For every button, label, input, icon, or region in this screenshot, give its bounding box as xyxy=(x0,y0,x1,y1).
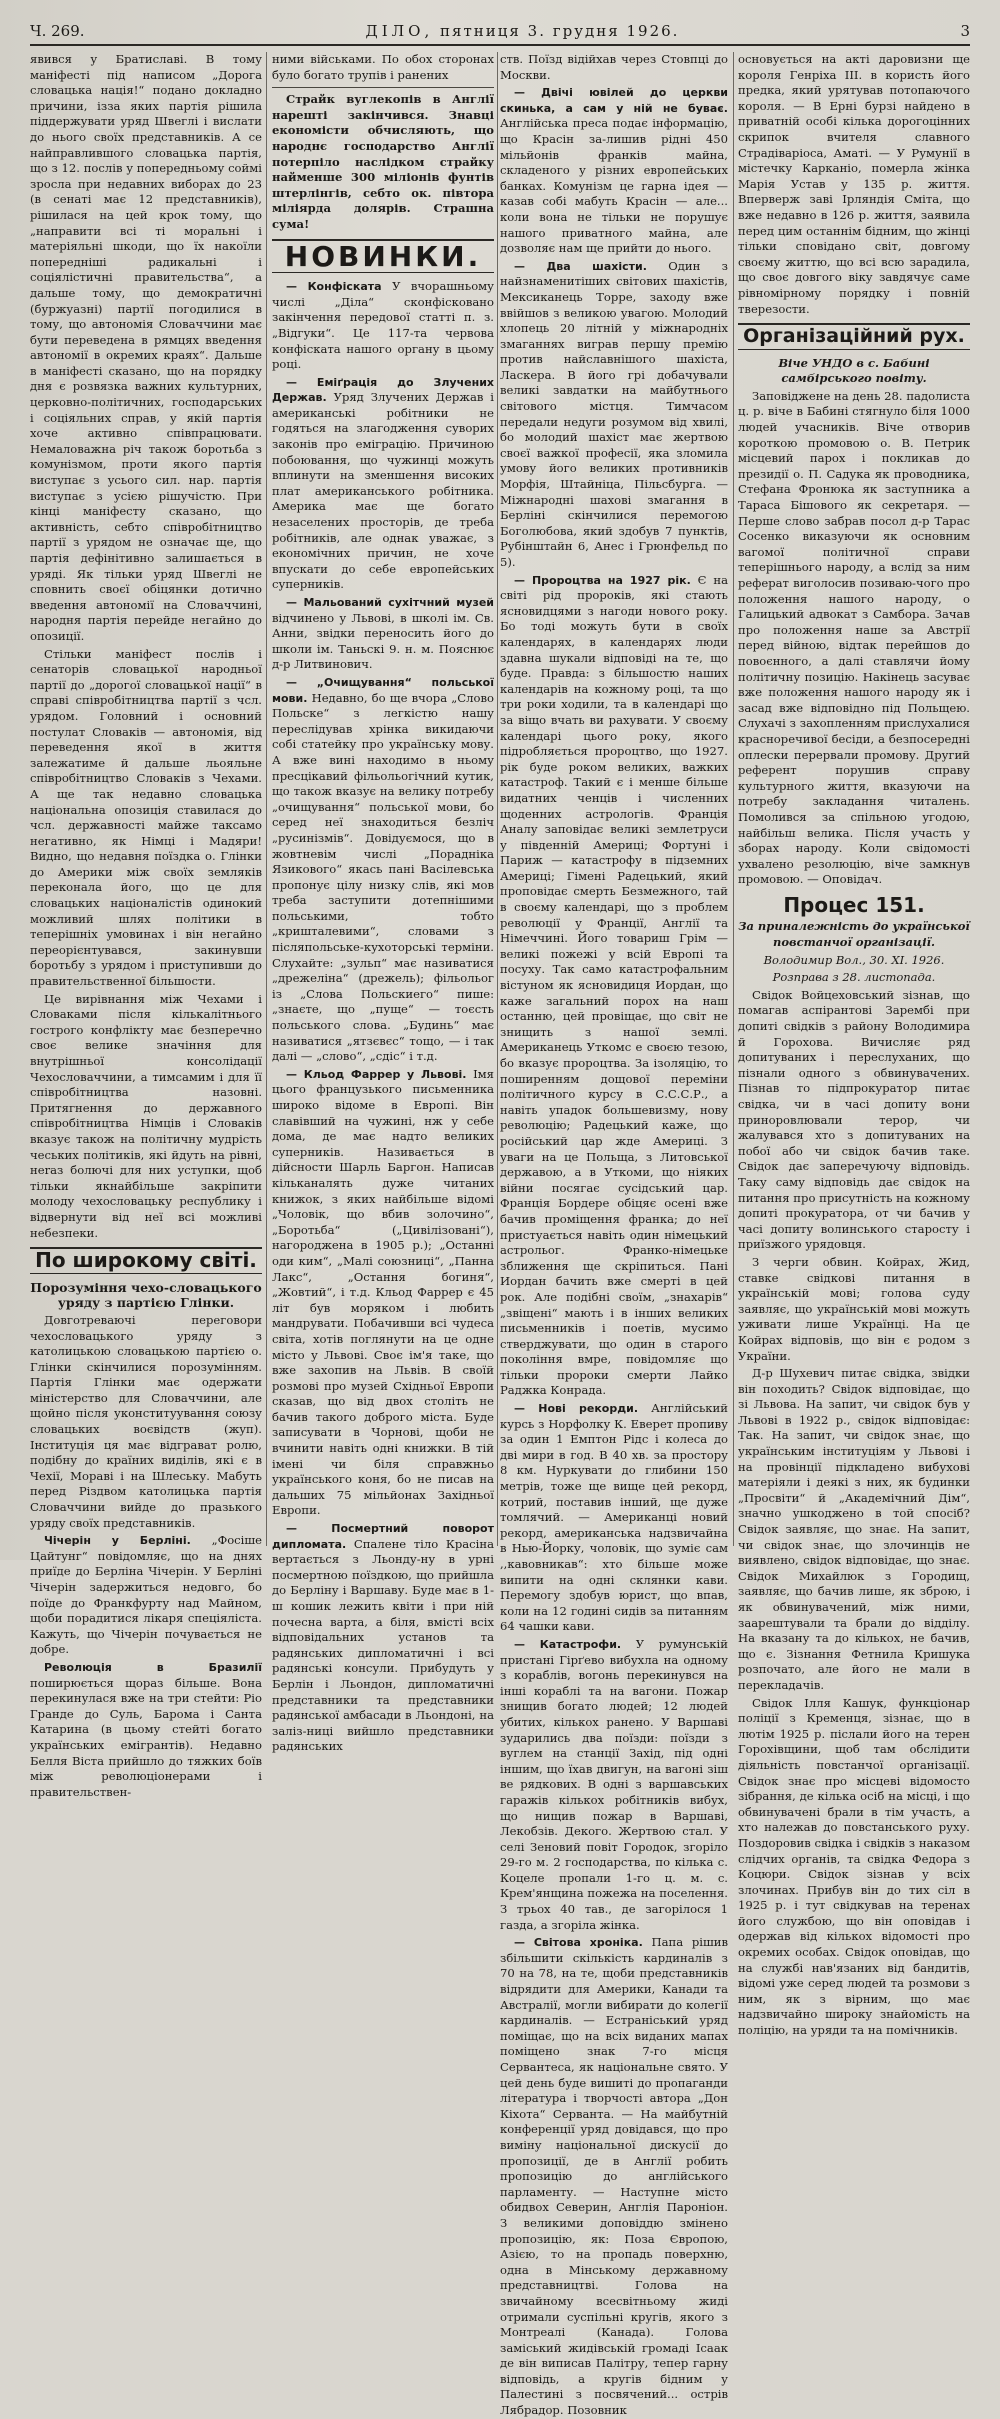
news-title: Порозуміння чехо-словацького уряду з партією Глінки. xyxy=(30,1279,262,1311)
article-paragraph: З черги обвин. Койрах, Жид, ставке свідкові питання в українській мові; голова суду заявляє, що українській мові можуть уживати лише Українці. На це Койрах відповів, що він є родом з України. xyxy=(738,1254,970,1363)
article-paragraph: Свідок Ілля Кашук, функціонар поліції з Кременця, зізнає, що в лютім 1925 р. післали його на терен Горохівщини, щоб там обслідити діяльність повстанчої організації. Свідок знає про місцеві відомосто зібрання, де кілька осіб на місці, і що обвинувачені брали в тім участь, а хто належав до повстанського руху. Поздоровив свідка і свідків з наказом слідчих органів, та свідка Федора з Коцюри. Свідок зізнав у всіх злочинах. Прибув він до тих сіл в 1925 р. і тут свідкував на теренах його службою, що він оповідав і одержав від кількох відомості про окремих особах. Свідок оповідав, що на службі нав'язаних від бандитів, відомі уже серед людей та розмови з ним, як з вірним, що має надзвичайно широку знайомість на поліцію, на уряди та на помічників. xyxy=(738,1695,970,2038)
article-subtitle: За приналежність до української повстанчої організації. xyxy=(738,919,970,950)
news-body: „Фосіше Цайтунг“ повідомляє, що на днях приїде до Берліна Чічерін. У Берліні Чічерін задержиться недовго, бо поїде до Франкфурту над Майном, щоби порадитися лікаря спеціяліста. Кажуть, що Чічерін почувається не добре. xyxy=(30,1533,263,1657)
article-paragraph: основується на акті даровизни ще короля Генріха III. в користь його предка, який урятував потопаючого короля. — В Ерні бурзі найдено в приватній особі кілька дорогоцінних скрипок вчителя славного Страдіваріоса, Аматі. — У Румунії в містечку Карканіо, померла жінка Марія Устав у 135 р. життя. Вперверж заві Ірляндія Сміта, що вже недавно в 126 р. життя, заявила перед цим останнім бідним, що жінці тільки сповідано світ, довгому своєму життю, що всі всю зарадила, що своє довгого віку завдячує саме рівномірному порядку і повній тверезости. xyxy=(738,52,970,316)
column-1 xyxy=(30,52,263,1799)
news-title: — „Очищування“ польської мови. xyxy=(272,675,494,705)
masthead xyxy=(30,18,970,46)
news-title: — Посмертний поворот дипломата. xyxy=(272,1522,494,1551)
article-paragraph: ними військами. По обох сторонах було богато трупів і ранених xyxy=(272,52,494,82)
title-text: ДІЛО, xyxy=(365,22,434,40)
news-title: — Два шахісти. xyxy=(514,259,647,273)
column-4 xyxy=(738,52,970,2038)
news-title: — Нові рекорди. xyxy=(514,1402,638,1416)
news-body: Імя цього французького письменника широко відоме в Европі. Він славівший на чужині, нж у себе дома, де має надто великих суперників. Називається в дійсности Шарль Баргон. Написав кільканалять дуже читаних книжок, з яких найбільше відомі „Чоловік, що вбив золочино“, „Боротьба“ („Цивілізовані“), нагороджена в 1905 р.); „Останні оди ким“, „Малі союзниці“, „Панна Лакс“, „Остання богиня“, „Жовтий“, і т.д. Кльод Фаррер є 45 літ був моряком і любить мандрувати. Побачивши всі чудеса світа, хотів поглянути на це одне місто у Львові. Своє ім'я таке, що вже захопив на Львів. В своїй розмові про музей Східньої Европи сказав, що від двох століть не бачив такого доброго міста. Буде записувати в Чорнові, щоби не вчинити навіть одні книжки. В тій імені чи біля справжньо українського коня, бо не писав на дальших 75 мільйонах Західньої Европи. xyxy=(272,1066,494,1518)
article-paragraph: Стільки маніфест послів і сенаторів словацької народньої партії до „дорогої словацької нації“ в справі співробітництва партії з чсл. урядом. Головний і основний постулат Словаків — автономія, від переведення якої в життя залежатиме й дальше льояльне співробітництво Словаків з Чехами. А ще так недавно словацька національна опозиція ставилася до чсл. державності майже таксамо негативно, як Німці і Мадяри! Видно, що недавня поїздка о. Глінки до Америки між своїх земляків переконала його, що це для словацьких націоналістів одинокий можливий шлях політики в теперішніх умовинах і він негайно переорієнтувався, закинувши боротьбу з урядом і приступивши до правительственної більшости. xyxy=(30,646,262,989)
column-2 xyxy=(272,52,495,1754)
dateline: Володимир Вол., 30. XI. 1926. xyxy=(763,952,945,967)
news-title: — Катастрофи. xyxy=(514,1637,622,1651)
news-body: У румунській пристані Гірґево вибухла на одному з кораблів, вогонь перекинувся на інші кораблі та на вагони. Пожар знищив богато людей; 12 людей убитих, кількох ранено. У Варшаві зударились два поїзди: поїзди з вуглем на станції Захід, під одні іншим, що їхав двигун, на вагоні зіш ве рядкових. В одні з варшавських гаражів кількох робітників вибух, що нищив пожар в Варшаві, Лекобзів. Декого. Жертвою стал. У селі Зеновий повіт Городок, згоріло 29-го м. 2 господарства, по кілька с. Коцеле пропали 1-го ц. м. с. Крем'янщина пожежа на поселення. З трьох 40 тав., де загорілося 1 газда, а згоріла жінка. xyxy=(500,1636,728,1932)
news-title: — Еміґрація до Злучених Держав. xyxy=(272,375,494,405)
article-paragraph: ств. Поїзд відійхав через Стовпці до Москви. xyxy=(500,52,728,82)
dateline: Розправа з 28. листопада. xyxy=(772,970,936,985)
news-title: — Мальований сухітчний музей xyxy=(286,596,494,609)
article-paragraph: Страйк вуглекопів в Англії нарешті закінчився. Знавці економісти обчисляють, що народнє господарство Англії потерпіло наслідком страйку найменше 300 міліонів фунтів штерлінгів, себто ок. півтора міліярда долярів. Страшна сума! xyxy=(272,92,494,231)
column-3 xyxy=(500,52,729,2418)
article-subtitle: Віче УНДО в с. Бабині самбірського повіту. xyxy=(778,355,930,386)
news-title: Революція в Бразилії xyxy=(44,1660,262,1674)
section-heading-news: НОВИНКИ. xyxy=(272,239,494,274)
section-heading-world: По широкому світі. xyxy=(30,1247,262,1274)
news-body: Довготреваючі переговори чехословацького уряду з католицькою словацькою партією о. Глінки скінчилися порозумінням. Партія Глінки має одержати міністерство для Словаччини, але щойно після уконституування союзу словацьких воєвідств (жуп). Інституція ця має відграват ролю, подібну до країних виділів, які є в Чехії, Мораві і на Шлеську. Мабуть перед Різдвом католицька партія Словаччини вийде до празького уряду своїх представників. xyxy=(30,1312,262,1530)
news-body: Англійський курсь з Норфолку К. Еверет пропиву за один 1 Емптон Рідс і колеса до дві мири в год. В 40 хв. за простору 8 км. Нуркувати до глибини 150 метрів, тоже ще вище цей рекорд, котрий, поставив інший, ще дуже томлячий. — Американці новий рекорд, американська надзвичайна в Нью-Йорку, чоловік, що зуміє сам ,,кавовникав“: хто більше може випити на одні склянки кави. Перемогу здобув юрист, що впав, коли на 12 годині сидів за питанням 64 чашки кави. xyxy=(500,1401,728,1634)
section-heading-organization: Організаційний рух. xyxy=(738,323,970,350)
page-number: 3 xyxy=(960,22,970,40)
news-body: Папа рішив збільшити скількість кардиналів з 70 на 78, на те, щоби представників відрядити для Америки, Канади та Австралії, могли вибирати до колегії кардиналів. — Естраніський уряд поміщає, що на всіх виданих мапах поміщено знак 7-го місця Сервантеса, як національне свято. У цей день буде вишиті до пропаганди література і творчості автора „Дон Кіхота“ Серванта. — На майбутній конференції уряд довідався, що про виміну національної дискусії до пропозиції, де в Англії робить пропозицію до англійського парламенту. — Наступне місто обидвох Северин, Англія Пароніон. З великими доповіддю змінено пропозицію, як: Поза Європою, Азією, то на пропадь поверхню, одна в Мінському державному представництві. Голова на звичайному всесвітньому жиді отримали суспільні кругів, якого з Монтреалі (Канада). Голова заміський жидівській громаді Ісаак де він виписав Палітру, тепер гарну відповідь, а кругів бідним у Палестині з посвячений... острів Лябрадор. Позовник xyxy=(500,1935,729,2418)
news-body: відчинено у Львові, в школі ім. Св. Анни, звідки переносить його до школи ім. Таньскі 9. н. м. Пояснює д-р Литвинович. xyxy=(272,610,494,672)
news-body: У вчорашньому числі „Діла“ сконфісковано закінчення передової статті п. з. „Відгуки“. Це 117-та червова конфіската нашого органу в цьому році. xyxy=(272,279,495,372)
news-title: — Кльод Фаррер у Львові. xyxy=(286,1067,467,1081)
news-body: Спалене тіло Красіна вертається з Льонду-ну в урні посмертною поїздкою, що прийшла до Берліну і Варшаву. Буде має в 1-ш кошик лежить квіти і при ній почесна варта, а біля, вмісті всіх відповідальних установ та радянських дипломатичні і всі радянські консули. Прибудуть у Берлін і Льондон, дипломатичні представники та представники радянської амбасади в Льондоні, на заліз-ниці вийшло представники радянських xyxy=(272,1536,495,1754)
section-heading-trial: Процес 151. xyxy=(783,892,925,917)
news-title: — Двічі ювілей до церкви скинька, а сам у ній не буває. xyxy=(500,86,728,115)
news-title: — Світова хроніка. xyxy=(514,1936,643,1950)
article-paragraph: Заповіджене на день 28. падолиста ц. р. віче в Бабині стягнуло біля 1000 людей учасників. Віче отворив короткою промовою о. В. Петрик місцевий парох і покликав до президії о. П. Садука як проводника, Стефана Фронюка як заступника а Тараса Бішового як секретаря. — Перше слово забрав посол д-р Тарас Сосенко виказуючи як основним вагомої політичної справи теперішнього народу, а вслід за ним реферат виголосив позиваю-чого про положення нашого народу, о Галицький адвокат з Самбора. Зачав про положення наше за Австрії перед війною, відтак перейшов до повоєнного, а далі ставлячи йому політичну позицію. Накінець засуває вже положення нашого народу як і засад вже відповідно під Польщею. Слухачі з захопленням прислухалися красноречивої бесіди, а безпосередні оплески перервали промову. Другий референт порушив справу культурного життя, вказуючи на потребу закладання читалень. Помолився за спільною угодою, найбільш велика. Після участь у зборах народу. Коли свідомості ухвалено резолюцію, віче замкнув промовою. — Оповідач. xyxy=(738,388,970,887)
divider xyxy=(272,87,494,88)
news-body: поширюється щораз більше. Вона перекинулася вже на три стейти: Ріо Гранде до Суль, Барома і Санта Катарина (в цьому стейті богато українських емігрантів). Недавно Белля Віста прийшло до тяжких боїв між революціонерами і правительствен- xyxy=(30,1675,262,1799)
news-body: Один з найзнаменитіших світових шахістів, Мексиканець Торре, заходу вже ввійшов з великою увагою. Молодий хлопець 20 літній у міжнародніх змаганнях виграв першу премію против найславнішого шахіста, Ласкера. В його грі добачували великі завдатки на майбутнього світового містця. Тимчасом передали недуги розумом від хвилі, бо молодий шахіст має жертвою своєї важкої професії, яка зломила умову його великих противників Морфія, Штайніца, Пільсбурга. — Міжнародні шахові змагання в Берліні скінчилися перемогою Боголюбова, який здобув 7 пунктів, Рубінштайн 6, Анес і Грюнфельд по 5). xyxy=(500,258,729,569)
news-body: Є на світі рід пророків, які стають ясновидцями з нагоди нового року. Бо тоді можуть бути в своїх календарях, в календарях люди здавна шукали відповіді на те, що буде. Правда: з більшостю наших календарів на кожному році, та що три роки ходили, та в календарі що за віщо вчать ви рахувати. У своєму календарі цього року, якого підробляється пророцтво, що 1927. рік буде роком великих, важких катастроф. Такий є і менше більше видатних ченців і численних щоденних астрологів. Франція Аналу заповідає великі землетруси у південній Америці; Фортуні і Париж — катастрофу в підземних Америці; Гімені Радецький, який проповідає смерть Безмежного, тай в своєму календарі, що з проблем революції у Франції, Англії та Німеччині. Його товариш Грім — великі пожежі у всій Европі та посуху. Так само катастрофальним вістуном як ясновидиця Иордан, що каже загальний порох на наш останню, цей провіщає, що світ не знищить з нашої землі. Американець Уткомс е своєю тезою, бо вказує пророцтва. За ізоляцію, то поширенням дощової переміни політичного курсу в С.С.С.Р., а навіть упадок большевизму, нову революцію; Радецький каже, що російський цар жде Америці. З уваги на це Польща, з Литовської державою, а в Уткоми, що ніяких війни посягає сусідський цар. Франція Бордере обіцяє осені вже бачив проміщення франка; до неї пристуається навіть один німецький астрольог. Франко-німецьке зближення ще скріпиться. Пані Иордан бачить вже смерті в цей рок. Але подібні своїм, „знахарів“ „звіщені“ мають і в інших великих письменників і поетів, мусимо стверджувати, що один в старого покоління вмре, повідомляє що тільки пророки смерти Лайко Раджка Конрада. xyxy=(500,572,728,1398)
issue-date: пятниця 3. грудня 1926. xyxy=(440,22,680,40)
column-divider xyxy=(266,52,267,1546)
news-title: — Конфіската xyxy=(286,280,382,294)
article-paragraph: Д-р Шухевич питає свідка, звідки він походить? Свідок відповідає, що зі Львова. На запит, чи свідок був у Львові в 1922 р., свідок відповідає: Так. На запит, чи свідок знає, що українським інституціям у Львові і на провінції підкладено вибухові матеріяли і деякі з них, як будинки „Просвіти“ й „Академічний Дім“, значно ушкоджено в той спосіб? Свідок заявляє, що знає. На запит, чи свідок знає, що злочинців не виявлено, свідок відповідає, що знає. Свідок Михайлюк з Городищ, заявляє, що бачив лише, як зброю, і як обвинувачений, між ними, заарештували та брали до відділу. На вказану та до кількох, не бачив, що є. Зізнання Фетнила Кришука розпочато, але його не мали в перекладачів. xyxy=(738,1366,970,1692)
article-paragraph: Свідок Войцеховський зізнав, що помагав аспірантові Зарембі при допиті свідків з району Володимира й Горохова. Вичисляє ряд допитуваних і переслуханих, що пізнали одного з обвинувачених. Пізнав то підпрокуратор питає свідка, чи в часі допиту вони приноровлювали терор, чи жалувався хто з допитуваних на побої або чи свідок бачив таке. Свідок дає заперечуючу відповідь. Таку саму відповідь дає свідок на питання про присутність на кожному допиті прокуратора, от чи бачив у часі допиту волинського старосту і приїзжого урядовця. xyxy=(738,987,970,1252)
newspaper-title xyxy=(366,22,680,40)
news-body: Недавно, бо ще вчора „Слово Польске“ з легкістю нашу переслідував хрінка викидаючи собі статейку про українську мову. А вже вині находимо в ньому пресцікавий фільольогічний кутик, що також вказує на велику потребу „очищування“ польської мови, бо серед неї знаходиться безліч „русинізмів“. Довідуємося, що в жовтневім числі „Порадніка Язикового“ якась пані Васілевська пропонує цілу низку слів, які мов треба заступити дотепнішими польськими, тобто „кришталевими“, словами з післяпольське-кухоторські терміни. Слухайте: „зульп“ має називатися „дрежеліна“ (дрежель); фільольог із „Слова Польскиего“ пише: „знаєте, що „пуще“ — тоєсть польського слова. „Будинь“ має називатися „ятзєвєс“ тощо, — і так далі — „слово“, „сдіс“ і т.д. xyxy=(272,690,494,1064)
news-body: Уряд Злучених Держав і американські робітники не годяться на злагодження суворих законів про еміграцію. Причиною побоювання, що чужинці можуть вплинути на зменшення високих плат американського робітника. Америка має ще богато незаселених просторів, де треба робітників, але однак уважає, з економічних причин, не хоче впускати до себе европейських суперників. xyxy=(272,390,495,592)
news-title: — Пророцтва на 1927 рік. xyxy=(514,573,691,587)
column-divider xyxy=(733,52,734,1546)
article-paragraph: явився у Братиславі. В тому маніфесті під написом „Дорога словацька нація!“ подано докладно причини, ізза яких партія рішила піддержувати уряд Швеглі і вислати до нього своїх представників. А се найправлившого словацька партія, що з 12. послів у попередньому соймі зросла при недавних виборах до 23 (в сенаті має 12 представників), рішилася на цей крок тому, що „направити всі ті моральні і матеріяльні шкоди, що їх накоїли попередніші радикальні і соціялістичні правительства“, а дальше тому, що демократичні (буржуазні) партії погодилися в тому, що автономія Словаччини має бути переведена в рямцях введення автономії в окремих краях“. Дальше в маніфесті сказано, що на порядку дня є розвязка важних культурних, церковно-політичних, господарських і соціяльних справ, у якій партія хоче активно співпрацювати. Немаловажна річ також боротьба з комунізмом, проти якого партія виступає з усього сил. нар. партія виступає з усією рішучістю. При кінці маніфесту сказано, що активність, себто співробітництво партії з урядом не означає ще, що партія дефінітивно залишається в уряді. Як тільки уряд Швеглі не сповнить своєї обіцянки дотично введення автономії на Словаччині, народня партія перейде негайно до опозиції. xyxy=(30,52,262,643)
article-paragraph: Це вирівнання між Чехами і Словаками після кількалітнього гострого конфлікту має безперечно своє велике значіння для внутрішньої консолідації Чехословаччини, а тимсамим і для її співробітництва назовні. Притягнення до державного співробітництва Німців і Словаків вказує також на політичну мудрість чеських політиків, які йдуть на рівні, неraз болючі для них уступки, щоб тільки якнайбільше закріпити молоду чехословацьку республику і відвернути від неї всі можливі небезпеки. xyxy=(30,991,262,1240)
news-body: Англійська преса подає інформацію, що Красін за-лишив рідні 450 мільйонів франків майна, складеного у різних европейських банках. Комунізм це гарна ідея — казав собі мабуть Красін — але... коли вона не тільки не порушує нашого приватного майна, але дозволяє нам ще прийти до нього. xyxy=(500,116,728,256)
issue-number: Ч. 269. xyxy=(30,22,85,40)
news-title: Чічерін у Берліні. xyxy=(44,1534,191,1548)
column-divider xyxy=(497,52,498,1546)
